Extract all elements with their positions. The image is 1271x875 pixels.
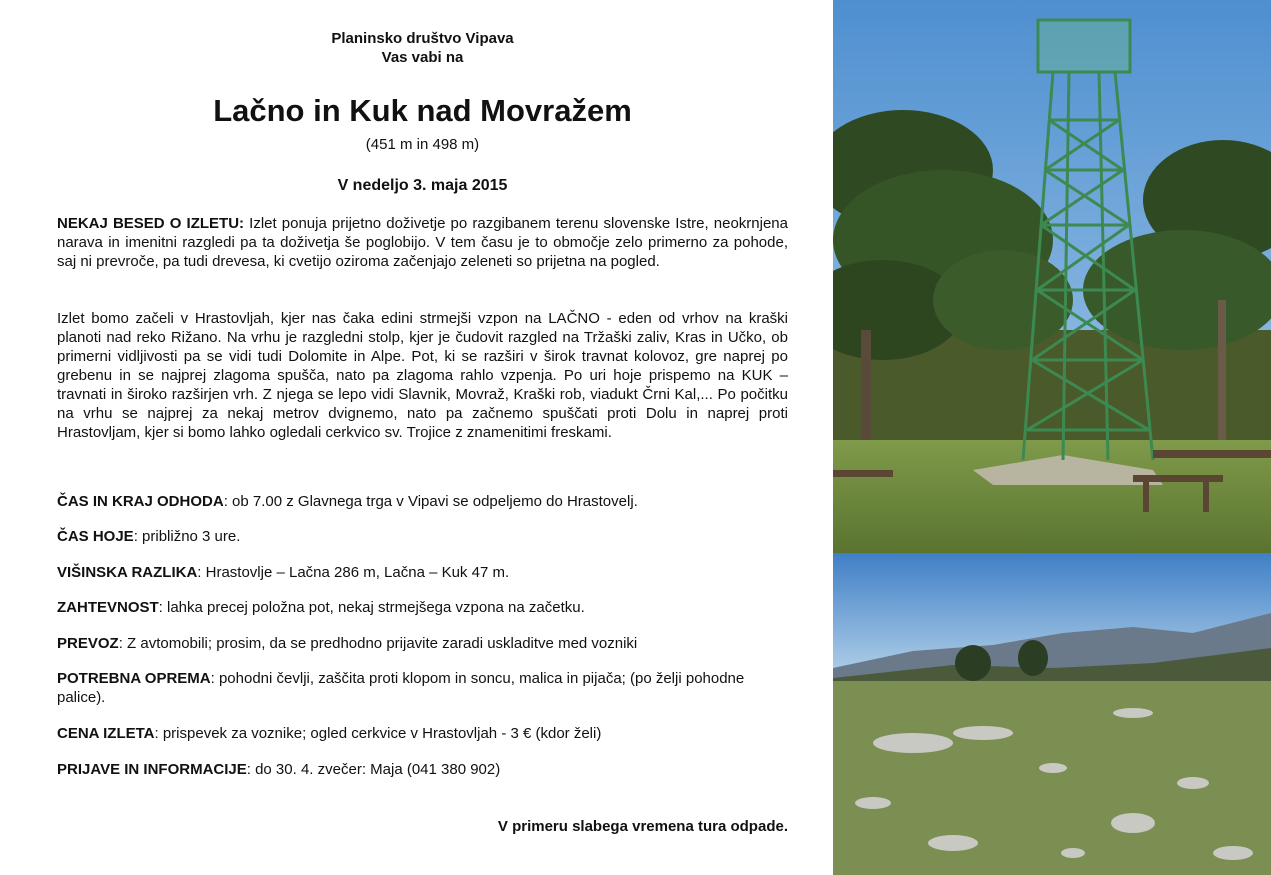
route-paragraph: Izlet bomo začeli v Hrastovljah, kjer nas čaka edini strmejši vzpon na LAČNO - eden od vrhov na kraški planoti nad reko Rižano. Na vrhu je razgledni stolp, kjer je čudovit razgled na Tržaški zaliv, Kras in Učko, ob primerni vidljivosti pa se vidi tudi Dolomite in Alpe. Pot, ki se razširi v širok travnat kolovoz, gre naprej po grebenu in se najprej zlagoma spušča, nato pa zlagoma rahlo vzpenja. Po uri hoje prispemo na KUK – travnati in široko razširjen vrh. Z njega se lepo vidi Slavnik, Movraž, Kraški rob, viadukt Črni Kal,... Po počitku na vrhu se najprej za nekaj metrov dvignemo, nato pa začnemo spuščati proti Dolu in naprej proti Hrastovljam, kjer si bomo lahko ogledali cerkvico sv. Trojice z znamenitimi freskami.: [57, 310, 788, 441]
detail-price: [57, 724, 788, 743]
detail-transport: [57, 634, 788, 653]
organizer-block: [0, 29, 845, 67]
detail-text: : prispevek za voznike; ogled cerkvice v Hrastovljah - 3 € (kdor želi): [154, 725, 602, 742]
detail-registration: [57, 760, 788, 779]
intro-text: Izlet ponuja prijetno doživetje po razgibanem terenu slovenske Istre, neokrnjena narava in imenitni razgledi pa ta doživetja še poglobijo. V tem času je to območje zelo primerno za pohode, saj ni prevroče, pa tudi drevesa, ki cvetijo oziroma začenjajo zeleneti so prijetna na pogled.: [57, 215, 788, 270]
detail-text: : ob 7.00 z Glavnega trga v Vipavi se odpeljemo do Hrastovelj.: [223, 493, 638, 510]
elevations: (451 m in 498 m): [365, 136, 480, 153]
detail-label: VIŠINSKA RAZLIKA: [57, 564, 198, 581]
detail-elevation-gain: [57, 563, 788, 582]
detail-walking-time: [57, 527, 788, 546]
tower-photo: [833, 0, 1271, 553]
detail-text: : lahka precej položna pot, nekaj strmejšega vzpona na začetku.: [158, 599, 585, 616]
detail-text: : do 30. 4. zvečer: Maja (041 380 902): [246, 761, 501, 778]
detail-label: POTREBNA OPREMA: [57, 670, 211, 687]
detail-text: : pohodni čevlji, zaščita proti klopom in soncu, malica in pijača; (po želji pohodne palice).: [57, 670, 745, 706]
detail-text: : Z avtomobili; prosim, da se predhodno prijavite zaradi uskladitve med vozniki: [118, 635, 638, 652]
detail-label: ZAHTEVNOST: [57, 599, 159, 616]
photo-column: [833, 0, 1271, 875]
invite-line: Vas vabi na: [381, 49, 464, 66]
intro-paragraph: [57, 214, 788, 271]
event-date: V nedeljo 3. maja 2015: [337, 177, 508, 194]
detail-label: PRIJAVE IN INFORMACIJE: [57, 761, 247, 778]
detail-equipment: [57, 669, 788, 707]
detail-label: CENA IZLETA: [57, 725, 155, 742]
weather-note: V primeru slabega vremena tura odpade.: [497, 818, 788, 835]
karst-meadow-photo: [833, 553, 1271, 875]
organization-name: Planinsko društvo Vipava: [331, 30, 514, 47]
detail-label: PREVOZ: [57, 635, 119, 652]
detail-text: : približno 3 ure.: [133, 528, 241, 545]
detail-label: ČAS IN KRAJ ODHODA: [57, 493, 224, 510]
detail-text: : Hrastovlje – Lačna 286 m, Lačna – Kuk 47 m.: [197, 564, 510, 581]
detail-difficulty: [57, 598, 788, 617]
intro-label: NEKAJ BESED O IZLETU:: [57, 215, 245, 232]
page-title: Lačno in Kuk nad Movražem: [213, 93, 632, 128]
detail-departure: [57, 492, 788, 511]
detail-label: ČAS HOJE: [57, 528, 134, 545]
